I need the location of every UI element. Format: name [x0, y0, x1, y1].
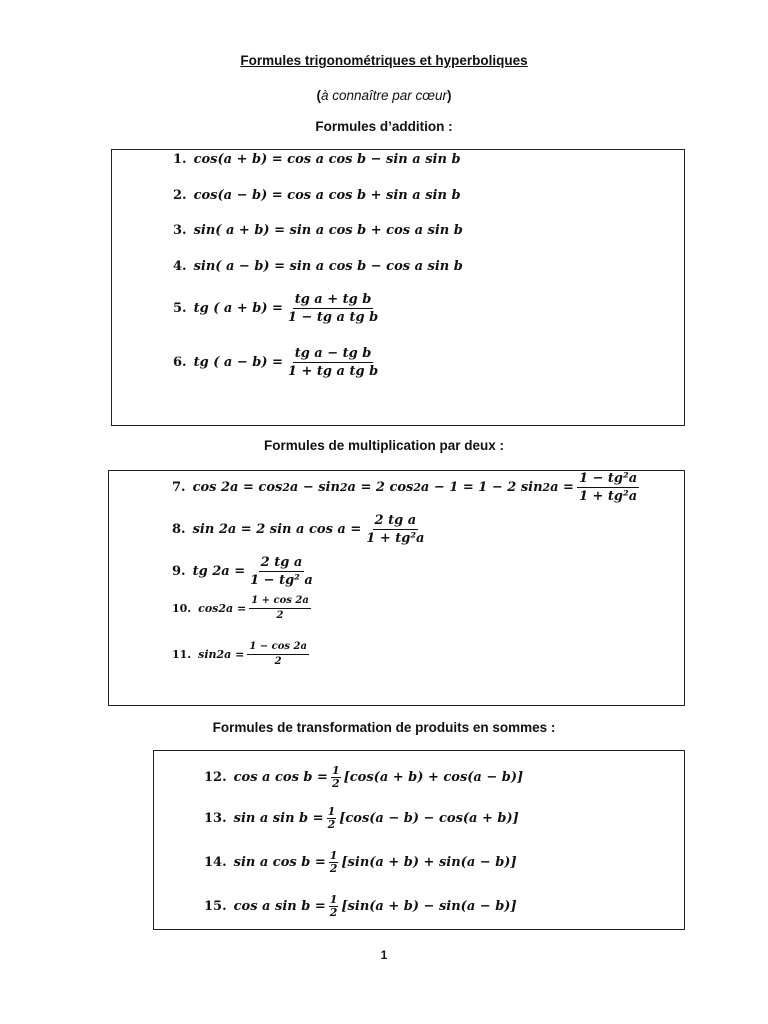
fraction-half — [329, 850, 339, 875]
formula-lhs: sin a sin b = — [233, 811, 324, 826]
formula-10 — [172, 595, 314, 622]
numerator: 1 − cos 2a — [247, 641, 309, 655]
formula-13 — [204, 806, 519, 831]
formula-lhs-a: cos 2a = cos — [192, 480, 283, 495]
formula-text: sin( a − b) = sin a cos b − cos a sin b — [193, 259, 463, 274]
fraction — [248, 555, 315, 588]
numerator: 1 — [331, 764, 340, 777]
formula-lhs: tg 2a = — [192, 564, 246, 579]
numerator: 1 — [327, 805, 336, 818]
denominator: 1 + tg a tg b — [287, 364, 379, 379]
numerator: 1 − tg²a — [578, 471, 638, 486]
numerator: 1 — [329, 893, 338, 906]
formula-lhs-c: a = 2 cos — [347, 480, 414, 495]
formula-2 — [173, 188, 461, 203]
fraction — [286, 292, 380, 325]
numerator: tg a − tg b — [294, 346, 372, 361]
formula-4 — [173, 259, 463, 274]
fraction — [247, 641, 309, 668]
exponent: 2 — [339, 481, 348, 494]
formula-rhs: [cos(a − b) − cos(a + b)] — [339, 811, 519, 826]
formula-number: 11. — [172, 648, 192, 661]
fraction — [249, 595, 311, 622]
document-subtitle — [0, 88, 768, 103]
numerator: 2 tg a — [374, 513, 417, 528]
formula-8 — [172, 513, 429, 546]
product-to-sum-formulas-box — [153, 750, 685, 930]
formula-number: 12. — [204, 770, 227, 785]
numerator: tg a + tg b — [294, 292, 372, 307]
formula-number: 4. — [173, 259, 187, 274]
numerator: 2 tg a — [260, 555, 303, 570]
formula-lhs: sin a cos b = — [233, 855, 326, 870]
formula-rhs: [sin(a + b) + sin(a − b)] — [341, 855, 517, 870]
formula-number: 15. — [204, 899, 227, 914]
formula-rhs: [sin(a + b) − sin(a − b)] — [341, 899, 517, 914]
numerator: 1 + cos 2a — [249, 595, 311, 609]
formula-lhs: cos a cos b = — [233, 770, 328, 785]
exponent: 2 — [216, 648, 225, 661]
formula-6 — [173, 346, 383, 379]
formula-lhs: tg ( a + b) = — [193, 301, 283, 316]
formula-7 — [172, 471, 642, 504]
formula-number: 10. — [172, 602, 192, 615]
denominator: 2 — [276, 610, 284, 621]
formula-lhs: tg ( a − b) = — [193, 355, 283, 370]
exponent: 2 — [542, 481, 551, 494]
double-angle-formulas-box — [108, 470, 685, 706]
numerator: 1 — [329, 849, 338, 862]
denominator: 1 + tg²a — [366, 531, 425, 546]
formula-12 — [204, 765, 523, 790]
exponent: 2 — [282, 481, 290, 494]
subtitle-close: ) — [447, 88, 452, 103]
formula-lhs-a: cos — [198, 602, 219, 615]
formula-lhs-b: a − sin — [289, 480, 340, 495]
formula-5 — [173, 292, 383, 325]
formula-number: 9. — [172, 564, 186, 579]
denominator: 2 — [274, 656, 282, 667]
formula-number: 1. — [173, 152, 187, 167]
exponent: 2 — [413, 481, 421, 494]
subtitle-open: ( — [316, 88, 321, 103]
formula-lhs-e: a = — [550, 480, 574, 495]
addition-formulas-box — [111, 149, 685, 426]
section-title-double: Formules de multiplication par deux : — [263, 438, 505, 453]
denominator: 1 − tg a tg b — [287, 310, 379, 325]
section-title-products: Formules de transformation de produits en sommes : — [212, 720, 556, 735]
denominator: 1 − tg² a — [250, 573, 313, 588]
fraction — [364, 513, 426, 546]
formula-number: 13. — [204, 811, 227, 826]
denominator: 2 — [327, 818, 336, 831]
formula-number: 5. — [173, 301, 187, 316]
fraction-half — [327, 806, 337, 831]
fraction — [577, 471, 639, 504]
denominator: 1 + tg²a — [578, 489, 638, 504]
formula-14 — [204, 850, 517, 875]
document-title: Formules trigonométriques et hyperboliques — [240, 53, 528, 68]
formula-11 — [172, 641, 312, 668]
formula-number: 8. — [172, 522, 186, 537]
formula-number: 6. — [173, 355, 187, 370]
fraction-half — [331, 765, 341, 790]
formula-rhs: [cos(a + b) + cos(a − b)] — [343, 770, 524, 785]
fraction — [286, 346, 380, 379]
section-title-addition: Formules d’addition : — [315, 119, 453, 134]
formula-15 — [204, 894, 517, 919]
subtitle-text: à connaître par cœur — [320, 88, 448, 103]
formula-lhs: cos a sin b = — [233, 899, 326, 914]
formula-9 — [172, 555, 318, 588]
denominator: 2 — [329, 862, 338, 875]
formula-lhs-b: a = — [226, 602, 247, 615]
formula-lhs-a: sin — [198, 648, 217, 661]
formula-lhs: sin 2a = 2 sin a cos a = — [192, 522, 362, 537]
formula-3 — [173, 223, 463, 238]
formula-text: sin( a + b) = sin a cos b + cos a sin b — [193, 223, 463, 238]
formula-number: 14. — [204, 855, 227, 870]
formula-lhs-b: a = — [224, 648, 245, 661]
formula-lhs-d: a − 1 = 1 − 2 sin — [420, 480, 543, 495]
formula-number: 3. — [173, 223, 187, 238]
denominator: 2 — [331, 777, 340, 790]
formula-text: cos(a + b) = cos a cos b − sin a sin b — [193, 152, 461, 167]
formula-1 — [173, 152, 461, 167]
denominator: 2 — [329, 906, 338, 919]
formula-number: 7. — [172, 480, 186, 495]
formula-text: cos(a − b) = cos a cos b + sin a sin b — [193, 188, 461, 203]
page-number: 1 — [380, 948, 388, 962]
fraction-half — [329, 894, 339, 919]
formula-number: 2. — [173, 188, 187, 203]
exponent: 2 — [218, 602, 227, 615]
